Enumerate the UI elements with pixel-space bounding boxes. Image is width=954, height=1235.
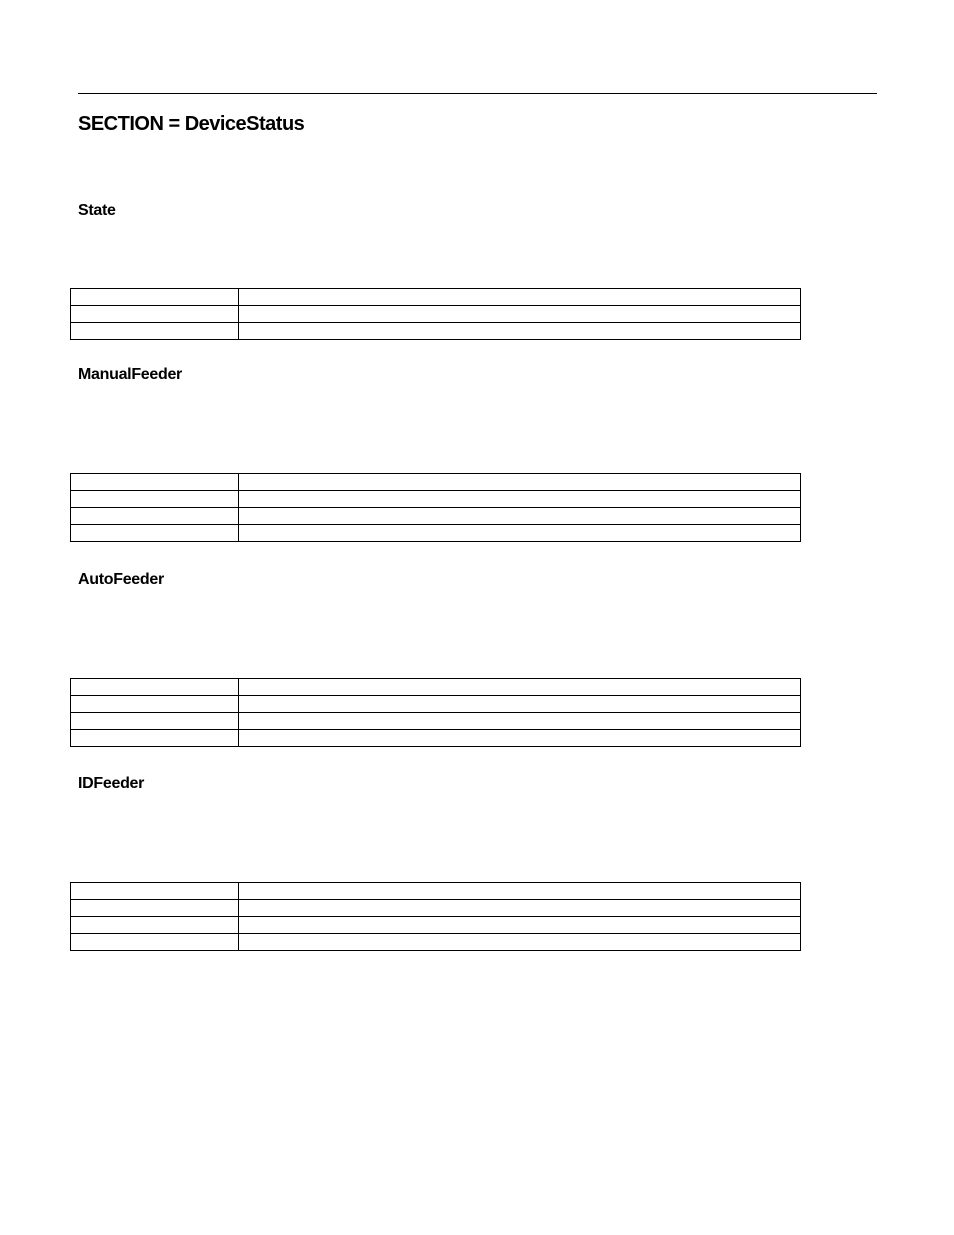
auto-feeder-table: [70, 678, 801, 747]
table-cell-name: [71, 323, 239, 340]
table-cell-name: [71, 730, 239, 747]
top-rule: [78, 93, 877, 94]
subsection-title: IDFeeder: [78, 775, 145, 792]
table-row: [71, 679, 801, 696]
table-cell-name: [71, 525, 239, 542]
table-cell-name: [71, 917, 239, 934]
table-row: [71, 696, 801, 713]
table-cell-name: [71, 883, 239, 900]
table-cell-description: [239, 900, 801, 917]
table-cell-description: [239, 508, 801, 525]
table-cell-description: [239, 491, 801, 508]
table-cell-description: [239, 730, 801, 747]
table-row: [71, 306, 801, 323]
id-feeder-table: [70, 882, 801, 951]
table-cell-description: [239, 883, 801, 900]
state-table: [70, 288, 801, 340]
table-cell-name: [71, 934, 239, 951]
table-cell-name: [71, 696, 239, 713]
table-cell-name: [71, 474, 239, 491]
table-row: [71, 491, 801, 508]
table-cell-name: [71, 900, 239, 917]
table-cell-name: [71, 289, 239, 306]
table-cell-name: [71, 306, 239, 323]
table-cell-name: [71, 679, 239, 696]
table-cell-description: [239, 679, 801, 696]
subsection-title: ManualFeeder: [78, 366, 182, 383]
table-cell-description: [239, 323, 801, 340]
table-cell-description: [239, 474, 801, 491]
table-row: [71, 934, 801, 951]
table-row: [71, 508, 801, 525]
table-cell-description: [239, 934, 801, 951]
table-row: [71, 730, 801, 747]
table-row: [71, 474, 801, 491]
subsection-title: AutoFeeder: [78, 571, 164, 588]
table-cell-description: [239, 289, 801, 306]
table-row: [71, 917, 801, 934]
table-cell-name: [71, 713, 239, 730]
table-row: [71, 289, 801, 306]
section-title: SECTION = DeviceStatus: [78, 113, 305, 135]
table-cell-description: [239, 525, 801, 542]
subsection-title: State: [78, 202, 116, 219]
table-row: [71, 713, 801, 730]
table-row: [71, 323, 801, 340]
table-cell-name: [71, 491, 239, 508]
table-cell-description: [239, 713, 801, 730]
manual-feeder-table: [70, 473, 801, 542]
table-cell-description: [239, 306, 801, 323]
table-row: [71, 525, 801, 542]
table-cell-description: [239, 917, 801, 934]
table-row: [71, 883, 801, 900]
table-row: [71, 900, 801, 917]
table-cell-name: [71, 508, 239, 525]
table-cell-description: [239, 696, 801, 713]
